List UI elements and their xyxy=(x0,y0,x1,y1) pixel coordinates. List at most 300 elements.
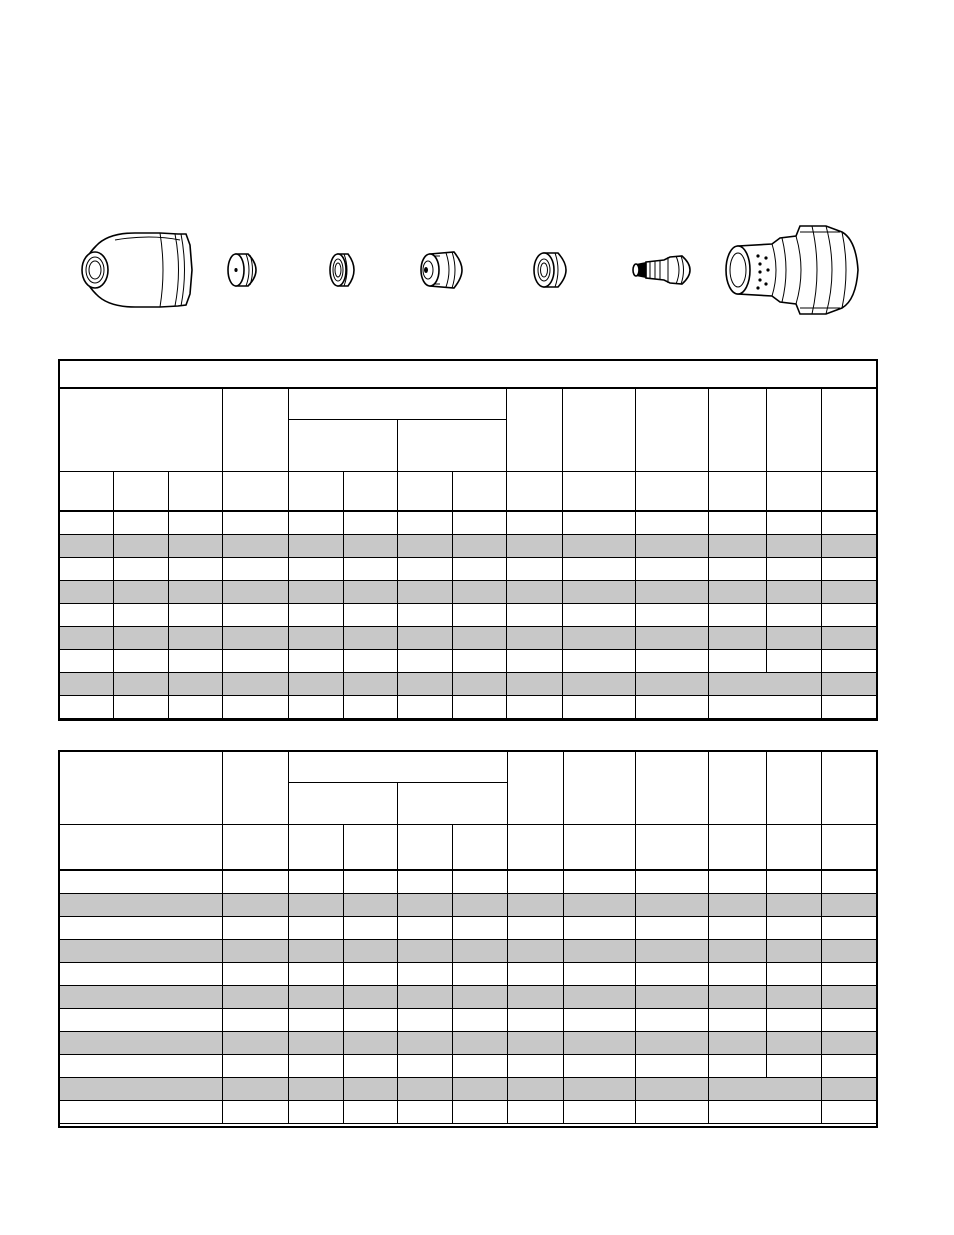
table-cell xyxy=(766,535,821,558)
units-cell xyxy=(635,825,708,871)
units-cell xyxy=(169,472,223,512)
table-cell xyxy=(635,940,708,963)
units-cell xyxy=(708,825,766,871)
table-cell xyxy=(344,917,398,940)
table-cell xyxy=(821,558,876,581)
table-row xyxy=(60,558,877,581)
table-cell xyxy=(344,558,398,581)
units-cell xyxy=(507,825,563,871)
header-subgroup-cell xyxy=(289,783,398,825)
header-group-cell xyxy=(289,752,507,783)
table-cell xyxy=(60,940,223,963)
table-cell xyxy=(289,696,344,719)
table-cell xyxy=(821,1101,876,1124)
table-cell xyxy=(344,1078,398,1101)
table-cell xyxy=(563,986,635,1009)
table-cell xyxy=(708,696,821,719)
units-cell xyxy=(289,472,344,512)
table-cell xyxy=(223,1078,289,1101)
table-cell xyxy=(635,1078,708,1101)
table-cell xyxy=(453,1101,507,1124)
units-cell xyxy=(563,472,635,512)
table-cell xyxy=(563,940,635,963)
table-cell xyxy=(453,511,507,535)
table-cell xyxy=(169,673,223,696)
swirl-ring-icon xyxy=(534,253,566,287)
table-cell xyxy=(821,1055,876,1078)
table-cell xyxy=(635,535,708,558)
header-group-cell xyxy=(289,388,507,420)
header-cell xyxy=(60,752,223,825)
table-cell xyxy=(60,535,114,558)
table-cell xyxy=(398,696,453,719)
table-cell xyxy=(223,627,289,650)
table-cell xyxy=(169,535,223,558)
table-cell xyxy=(708,511,766,535)
table-cell xyxy=(635,894,708,917)
table-cell xyxy=(289,1055,344,1078)
table-cell xyxy=(169,650,223,673)
units-cell xyxy=(453,825,507,871)
table-cell xyxy=(60,1078,223,1101)
nozzle-icon xyxy=(421,252,462,288)
table-cell xyxy=(821,1032,876,1055)
table-cell xyxy=(821,604,876,627)
header-cell xyxy=(821,388,876,472)
table-cell xyxy=(563,696,635,719)
table-cell xyxy=(507,1009,563,1032)
table-cell xyxy=(60,673,114,696)
table-cell xyxy=(507,581,563,604)
table-cell xyxy=(563,650,635,673)
table-cell xyxy=(821,917,876,940)
table-cell xyxy=(635,870,708,894)
table-cell xyxy=(60,604,114,627)
units-cell xyxy=(821,472,876,512)
units-cell xyxy=(344,472,398,512)
table-cell xyxy=(453,917,507,940)
table-cell xyxy=(169,604,223,627)
units-cell xyxy=(344,825,398,871)
table-cell xyxy=(60,963,223,986)
table-cell xyxy=(453,986,507,1009)
table-row xyxy=(60,1009,877,1032)
table-cell xyxy=(507,650,563,673)
table-cell xyxy=(635,650,708,673)
table-cell xyxy=(635,511,708,535)
units-cell xyxy=(635,472,708,512)
table-cell xyxy=(223,1032,289,1055)
table-cell xyxy=(507,940,563,963)
table-cell xyxy=(453,535,507,558)
units-cell xyxy=(563,825,635,871)
retaining-ring-icon xyxy=(330,254,354,286)
header-row xyxy=(60,752,877,783)
table-cell xyxy=(507,511,563,535)
table-cell xyxy=(398,581,453,604)
table-cell xyxy=(344,1055,398,1078)
units-cell xyxy=(60,825,223,871)
table-cell xyxy=(635,581,708,604)
table-cell xyxy=(289,535,344,558)
table-row xyxy=(60,894,877,917)
table-cell xyxy=(289,604,344,627)
table-cell xyxy=(766,1055,821,1078)
table-cell xyxy=(507,627,563,650)
table-row xyxy=(60,986,877,1009)
table-cell xyxy=(344,940,398,963)
table-cell xyxy=(766,511,821,535)
table-cell xyxy=(708,940,766,963)
table-cell xyxy=(114,511,169,535)
table-cell xyxy=(563,1078,635,1101)
torch-body-icon xyxy=(726,226,858,314)
table-cell xyxy=(766,581,821,604)
table-cell xyxy=(398,1101,453,1124)
table-cell xyxy=(507,696,563,719)
table-cell xyxy=(708,894,766,917)
table-cell xyxy=(507,1078,563,1101)
table-cell xyxy=(398,627,453,650)
header-cell xyxy=(563,388,635,472)
table-cell xyxy=(821,581,876,604)
table-cell xyxy=(708,1101,821,1124)
table-cell xyxy=(635,917,708,940)
consumable-parts-illustration xyxy=(0,0,954,330)
table-cell xyxy=(563,627,635,650)
cut-chart-table-2 xyxy=(59,751,877,1124)
table-cell xyxy=(344,535,398,558)
header-cell xyxy=(507,388,563,472)
header-cell xyxy=(223,388,289,472)
table-row xyxy=(60,940,877,963)
header-cell xyxy=(766,388,821,472)
table-cell xyxy=(289,581,344,604)
table-cell xyxy=(169,511,223,535)
table-cell xyxy=(114,673,169,696)
table-cell xyxy=(507,917,563,940)
table-cell xyxy=(60,696,114,719)
table-cell xyxy=(766,650,821,673)
table-row xyxy=(60,1101,877,1124)
table-cell xyxy=(766,1032,821,1055)
units-cell xyxy=(398,472,453,512)
shield-icon xyxy=(82,233,192,307)
header-cell xyxy=(708,388,766,472)
table-cell xyxy=(289,963,344,986)
table-cell xyxy=(60,1055,223,1078)
table-cell xyxy=(453,1078,507,1101)
table-cell xyxy=(398,963,453,986)
table-cell xyxy=(766,870,821,894)
table-cell xyxy=(453,963,507,986)
table-cell xyxy=(563,1009,635,1032)
table-cell xyxy=(453,1009,507,1032)
units-row xyxy=(60,825,877,871)
table-cell xyxy=(821,696,876,719)
table-cell xyxy=(507,535,563,558)
table-cell xyxy=(821,511,876,535)
units-cell xyxy=(289,825,344,871)
table-cell xyxy=(507,604,563,627)
table-cell xyxy=(708,1032,766,1055)
table-cell xyxy=(453,604,507,627)
table-cell xyxy=(507,1055,563,1078)
table-cell xyxy=(708,650,766,673)
table-cell xyxy=(344,894,398,917)
table-cell xyxy=(708,1055,766,1078)
table-cell xyxy=(563,1101,635,1124)
table-cell xyxy=(223,650,289,673)
table-row xyxy=(60,673,877,696)
header-cell xyxy=(223,752,289,825)
table-cell xyxy=(289,558,344,581)
table-cell xyxy=(223,1009,289,1032)
table-cell xyxy=(223,917,289,940)
table-cell xyxy=(821,650,876,673)
table-cell xyxy=(635,696,708,719)
table-cell xyxy=(398,986,453,1009)
table-title-cell xyxy=(60,361,877,389)
table-cell xyxy=(344,696,398,719)
header-row xyxy=(60,388,877,420)
table-cell xyxy=(507,1101,563,1124)
table-row xyxy=(60,1032,877,1055)
table-row xyxy=(60,535,877,558)
table-cell xyxy=(398,917,453,940)
table-cell xyxy=(453,673,507,696)
table-cell xyxy=(169,558,223,581)
table-cell xyxy=(453,627,507,650)
table-cell xyxy=(114,604,169,627)
table-cell xyxy=(708,627,766,650)
table-cell xyxy=(821,535,876,558)
table-cell xyxy=(398,558,453,581)
table-cell xyxy=(635,1055,708,1078)
units-cell xyxy=(60,472,114,512)
table-cell xyxy=(60,917,223,940)
header-cell xyxy=(635,752,708,825)
table-cell xyxy=(289,894,344,917)
table-cell xyxy=(114,650,169,673)
table-cell xyxy=(635,1032,708,1055)
table-cell xyxy=(114,696,169,719)
table-cell xyxy=(398,894,453,917)
table-cell xyxy=(223,963,289,986)
table-cell xyxy=(821,1009,876,1032)
table-row xyxy=(60,917,877,940)
units-cell xyxy=(766,472,821,512)
table-cell xyxy=(223,986,289,1009)
table-cell xyxy=(821,963,876,986)
table-row xyxy=(60,1055,877,1078)
table-cell xyxy=(398,650,453,673)
table-cell xyxy=(563,535,635,558)
table-cell xyxy=(821,1078,876,1101)
units-cell xyxy=(453,472,507,512)
table-cell xyxy=(398,1032,453,1055)
table-cell xyxy=(344,581,398,604)
table-cell xyxy=(563,1055,635,1078)
table-cell xyxy=(766,986,821,1009)
table-cell xyxy=(453,696,507,719)
table-cell xyxy=(766,940,821,963)
header-cell xyxy=(635,388,708,472)
table-cell xyxy=(766,627,821,650)
table-cell xyxy=(344,627,398,650)
units-cell xyxy=(507,472,563,512)
table-cell xyxy=(453,870,507,894)
units-cell xyxy=(398,825,453,871)
table-cell xyxy=(453,1055,507,1078)
table-cell xyxy=(223,581,289,604)
table-cell xyxy=(563,673,635,696)
table-cell xyxy=(507,558,563,581)
table-cell xyxy=(223,940,289,963)
shield-cap-icon xyxy=(228,254,256,286)
table-cell xyxy=(223,604,289,627)
table-cell xyxy=(766,558,821,581)
table-row xyxy=(60,581,877,604)
header-subgroup-cell xyxy=(398,420,507,472)
table-cell xyxy=(289,986,344,1009)
table-cell xyxy=(708,1078,821,1101)
table-cell xyxy=(635,1101,708,1124)
table-cell xyxy=(821,986,876,1009)
header-cell xyxy=(821,752,876,825)
table-cell xyxy=(708,673,821,696)
table-cell xyxy=(563,581,635,604)
table-cell xyxy=(344,673,398,696)
table-cell xyxy=(708,535,766,558)
table-cell xyxy=(114,627,169,650)
table-cell xyxy=(635,627,708,650)
table-row xyxy=(60,963,877,986)
table-cell xyxy=(821,894,876,917)
table-cell xyxy=(60,1032,223,1055)
header-cell xyxy=(60,388,223,472)
table-cell xyxy=(398,940,453,963)
table-cell xyxy=(507,963,563,986)
table-cell xyxy=(708,986,766,1009)
table-cell xyxy=(563,1032,635,1055)
table-cell xyxy=(344,1101,398,1124)
table-row xyxy=(60,627,877,650)
table-title-row xyxy=(60,361,877,389)
table-cell xyxy=(344,604,398,627)
table-cell xyxy=(223,511,289,535)
table-cell xyxy=(344,1009,398,1032)
table-cell xyxy=(766,1009,821,1032)
table-row xyxy=(60,511,877,535)
table-cell xyxy=(708,604,766,627)
table-cell xyxy=(398,1009,453,1032)
table-cell xyxy=(114,581,169,604)
table-cell xyxy=(563,604,635,627)
header-subgroup-cell xyxy=(398,783,507,825)
table-cell xyxy=(398,1055,453,1078)
table-cell xyxy=(635,604,708,627)
table-cell xyxy=(635,1009,708,1032)
table-row xyxy=(60,604,877,627)
table-cell xyxy=(169,581,223,604)
table-cell xyxy=(821,870,876,894)
table-cell xyxy=(563,558,635,581)
table-cell xyxy=(708,558,766,581)
table-row xyxy=(60,1078,877,1101)
table-cell xyxy=(821,940,876,963)
electrode-icon xyxy=(633,256,690,284)
table-cell xyxy=(563,963,635,986)
table-cell xyxy=(344,650,398,673)
units-cell xyxy=(223,472,289,512)
table-cell xyxy=(453,894,507,917)
table-cell xyxy=(60,870,223,894)
table-cell xyxy=(453,558,507,581)
table-cell xyxy=(821,673,876,696)
table-cell xyxy=(289,673,344,696)
table-cell xyxy=(223,696,289,719)
table-cell xyxy=(563,870,635,894)
table-cell xyxy=(60,1101,223,1124)
cut-chart-table-1 xyxy=(59,360,877,719)
table-cell xyxy=(563,894,635,917)
table-cell xyxy=(708,870,766,894)
table-cell xyxy=(563,511,635,535)
table-cell xyxy=(289,870,344,894)
table-cell xyxy=(289,650,344,673)
table-cell xyxy=(344,1032,398,1055)
table-cell xyxy=(114,558,169,581)
header-subgroup-cell xyxy=(289,420,398,472)
table-cell xyxy=(60,581,114,604)
table-cell xyxy=(708,917,766,940)
table-cell xyxy=(223,870,289,894)
table-cell xyxy=(507,894,563,917)
table-cell xyxy=(821,627,876,650)
header-cell xyxy=(708,752,766,825)
table-cell xyxy=(60,1009,223,1032)
table-cell xyxy=(766,604,821,627)
table-cell xyxy=(289,940,344,963)
table-cell xyxy=(223,894,289,917)
table-cell xyxy=(635,558,708,581)
table-cell xyxy=(169,627,223,650)
table-cell xyxy=(60,894,223,917)
table-cell xyxy=(289,1032,344,1055)
table-row xyxy=(60,696,877,719)
units-cell xyxy=(708,472,766,512)
table-cell xyxy=(453,1032,507,1055)
table-cell xyxy=(708,963,766,986)
table-cell xyxy=(289,627,344,650)
table-cell xyxy=(223,1101,289,1124)
table-row xyxy=(60,870,877,894)
table-cell xyxy=(344,963,398,986)
table-cell xyxy=(289,1009,344,1032)
table-cell xyxy=(60,558,114,581)
table-cell xyxy=(398,604,453,627)
units-cell xyxy=(223,825,289,871)
table-cell xyxy=(766,894,821,917)
table-cell xyxy=(453,940,507,963)
table-cell xyxy=(453,650,507,673)
table-cell xyxy=(766,917,821,940)
table-cell xyxy=(635,963,708,986)
table-cell xyxy=(114,535,169,558)
table-cell xyxy=(635,673,708,696)
table-cell xyxy=(289,917,344,940)
